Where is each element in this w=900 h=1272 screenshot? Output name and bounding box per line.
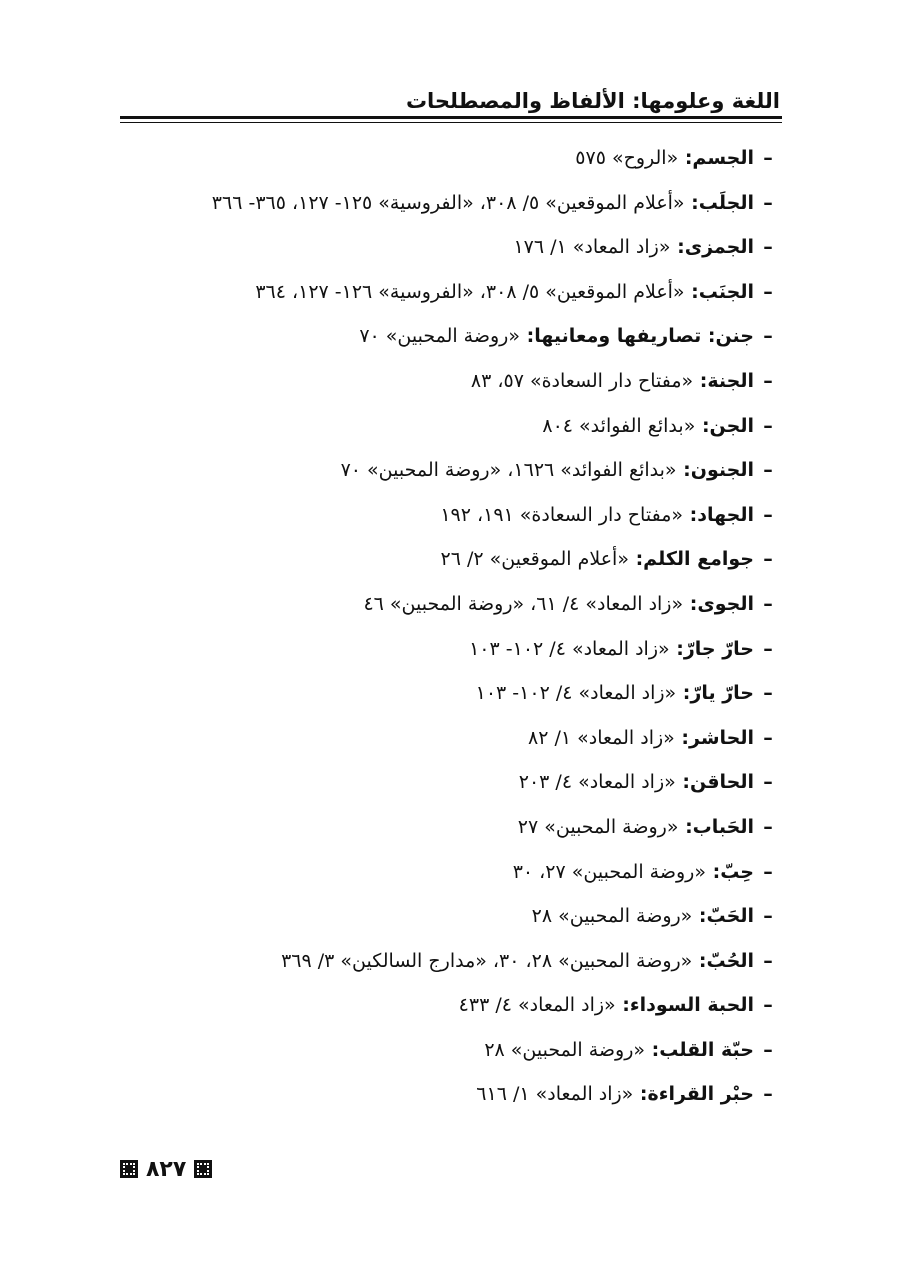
entry-reference: «بدائع الفوائد» ١٦٢٦، «روضة المحبين» ٧٠ — [340, 459, 677, 482]
entry-dash: – — [763, 949, 773, 972]
entry-dash: – — [763, 280, 773, 303]
entry-separator: : — [684, 280, 699, 303]
entry-dash: – — [763, 726, 773, 749]
entry-term: الحاشر — [689, 726, 754, 749]
entry-dash: – — [763, 815, 773, 838]
entry-reference: «روضة المحبين» ٢٧ — [517, 815, 679, 838]
index-entry — [102, 898, 782, 943]
index-entry — [102, 631, 782, 676]
entry-term: الجنَب — [698, 280, 754, 303]
entry-term: حبّة القلب — [659, 1038, 754, 1061]
entry-dash: – — [763, 503, 773, 526]
entry-reference: «أعلام الموقعين» ٥/ ٣٠٨، «الفروسية» ١٢٦- ١٢٧، ٣٦٤ — [255, 280, 685, 303]
entry-term: حارّ جارّ — [683, 637, 754, 660]
entry-dash: – — [763, 1038, 773, 1061]
entry-separator: : — [675, 771, 690, 794]
entry-separator: : — [676, 682, 691, 705]
entry-separator: : — [678, 147, 693, 169]
index-entry — [102, 854, 782, 899]
entry-dash: – — [763, 994, 773, 1017]
entry-dash: – — [763, 369, 773, 392]
entry-dash: – — [763, 860, 773, 883]
entry-reference: «زاد المعاد» ٤/ ٦١، «روضة المحبين» ٤٦ — [363, 592, 684, 615]
entry-dash: – — [763, 191, 773, 214]
entry-separator: : — [678, 815, 693, 838]
entry-separator: : — [519, 325, 535, 348]
entry-reference: «مفتاح دار السعادة» ١٩١، ١٩٢ — [440, 503, 683, 526]
entry-dash: – — [763, 414, 773, 437]
header-rule-thin — [120, 122, 782, 123]
entry-dash: – — [763, 459, 773, 482]
index-entry — [102, 274, 782, 319]
index-entry — [102, 408, 782, 453]
entry-separator: : — [628, 548, 644, 571]
entry-dash: – — [763, 771, 773, 794]
index-entry — [102, 185, 782, 230]
running-header — [120, 86, 780, 116]
entry-term: جوامع الكلم — [643, 548, 754, 571]
entry-separator: : — [705, 860, 721, 883]
page-footer — [120, 1154, 212, 1184]
index-entry — [102, 586, 782, 631]
entry-separator: : — [683, 592, 698, 615]
index-entry — [102, 497, 782, 542]
entry-term: الجن — [709, 414, 754, 437]
entry-reference: «روضة المحبين» ٢٨ — [484, 1038, 645, 1061]
entry-term: حارّ يارّ — [690, 682, 754, 705]
entry-reference: «زاد المعاد» ٤/ ١٠٢- ١٠٣ — [475, 682, 677, 705]
entry-reference: «زاد المعاد» ١/ ٦١٦ — [476, 1083, 634, 1106]
page-header-title: اللغة وعلومها: الألفاظ والمصطلحات — [405, 89, 780, 113]
entry-separator: : — [615, 994, 630, 1017]
entry-reference: «زاد المعاد» ١/ ١٧٦ — [513, 236, 671, 259]
index-entry — [102, 140, 782, 185]
index-entry — [102, 720, 782, 765]
entry-separator: : — [695, 414, 710, 437]
index-entry — [102, 1032, 782, 1077]
entry-separator: : — [633, 1083, 648, 1106]
entry-reference: «روضة المحبين» ٢٧، ٣٠ — [512, 860, 706, 883]
index-entry — [102, 764, 782, 809]
entry-term: الجسم — [692, 147, 754, 169]
ornament-square-icon — [194, 1160, 212, 1178]
index-entry — [102, 943, 782, 988]
entry-reference: «بدائع الفوائد» ٨٠٤ — [542, 414, 696, 437]
index-entry — [102, 229, 782, 274]
entry-term: الحُبّ — [706, 949, 754, 972]
entry-separator: : — [674, 726, 690, 749]
entry-dash: – — [763, 905, 773, 928]
index-entry — [102, 809, 782, 854]
entry-term: الحَباب — [692, 815, 754, 838]
entry-term: الحبة السوداء — [629, 994, 754, 1017]
entry-term: الجهاد — [697, 503, 754, 526]
entry-dash: – — [763, 325, 773, 348]
entry-dash: – — [763, 682, 773, 705]
entry-reference: «الروح» ٥٧٥ — [575, 147, 679, 169]
ornament-square-icon — [120, 1160, 138, 1178]
entry-separator: : — [670, 236, 685, 259]
entry-reference: «زاد المعاد» ٤/ ٤٣٣ — [458, 994, 616, 1017]
entry-reference: «زاد المعاد» ٤/ ٢٠٣ — [518, 771, 676, 794]
entry-reference: «زاد المعاد» ١/ ٨٢ — [527, 726, 675, 749]
entry-term: الحَبّ — [706, 905, 754, 928]
entry-reference: «مفتاح دار السعادة» ٥٧، ٨٣ — [470, 369, 694, 392]
entry-separator: : — [693, 369, 708, 392]
index-entry — [102, 318, 782, 363]
index-entry — [102, 541, 782, 586]
entry-dash: – — [763, 147, 773, 169]
index-entry — [102, 987, 782, 1032]
entry-reference: «روضة المحبين» ٢٨ — [531, 905, 693, 928]
entry-term: الجمزى — [684, 236, 754, 259]
header-rule-thick — [120, 116, 782, 119]
entry-separator: : — [684, 191, 699, 214]
entry-dash: – — [763, 592, 773, 615]
entry-dash: – — [763, 548, 773, 571]
entry-term: الجنون — [690, 459, 754, 482]
entry-reference: «أعلام الموقعين» ٥/ ٣٠٨، «الفروسية» ١٢٥- ١٢٧، ٣٦٥- ٣٦٦ — [211, 191, 685, 214]
entry-dash: – — [763, 1083, 773, 1106]
entry-term: الجلَب — [698, 191, 754, 214]
entry-separator: : — [676, 459, 691, 482]
entry-term: حبْر القراءة — [647, 1083, 754, 1106]
entry-term: جنن: تصاريفها ومعانيها — [534, 325, 754, 348]
entry-separator: : — [645, 1038, 660, 1061]
entry-dash: – — [763, 236, 773, 259]
entry-dash: – — [763, 637, 773, 660]
index-entry — [102, 675, 782, 720]
entry-reference: «روضة المحبين» ٧٠ — [359, 325, 520, 348]
index-entries — [102, 140, 782, 1121]
entry-separator: : — [692, 905, 707, 928]
page-number: ٨٢٧ — [146, 1156, 187, 1182]
entry-reference: «أعلام الموقعين» ٢/ ٢٦ — [440, 548, 629, 571]
index-entry — [102, 1076, 782, 1121]
entry-reference: «روضة المحبين» ٢٨، ٣٠، «مدارج السالكين» ٣/ ٣٦٩ — [281, 949, 693, 972]
entry-separator: : — [683, 503, 698, 526]
entry-term: الجنة — [707, 369, 754, 392]
entry-term: الجوى — [697, 592, 754, 615]
entry-reference: «زاد المعاد» ٤/ ١٠٢- ١٠٣ — [469, 637, 670, 660]
index-entry — [102, 452, 782, 497]
entry-term: حِبّ — [720, 860, 754, 883]
index-entry — [102, 363, 782, 408]
entry-separator: : — [669, 637, 684, 660]
entry-separator: : — [692, 949, 707, 972]
entry-term: الحاقن — [689, 771, 754, 794]
